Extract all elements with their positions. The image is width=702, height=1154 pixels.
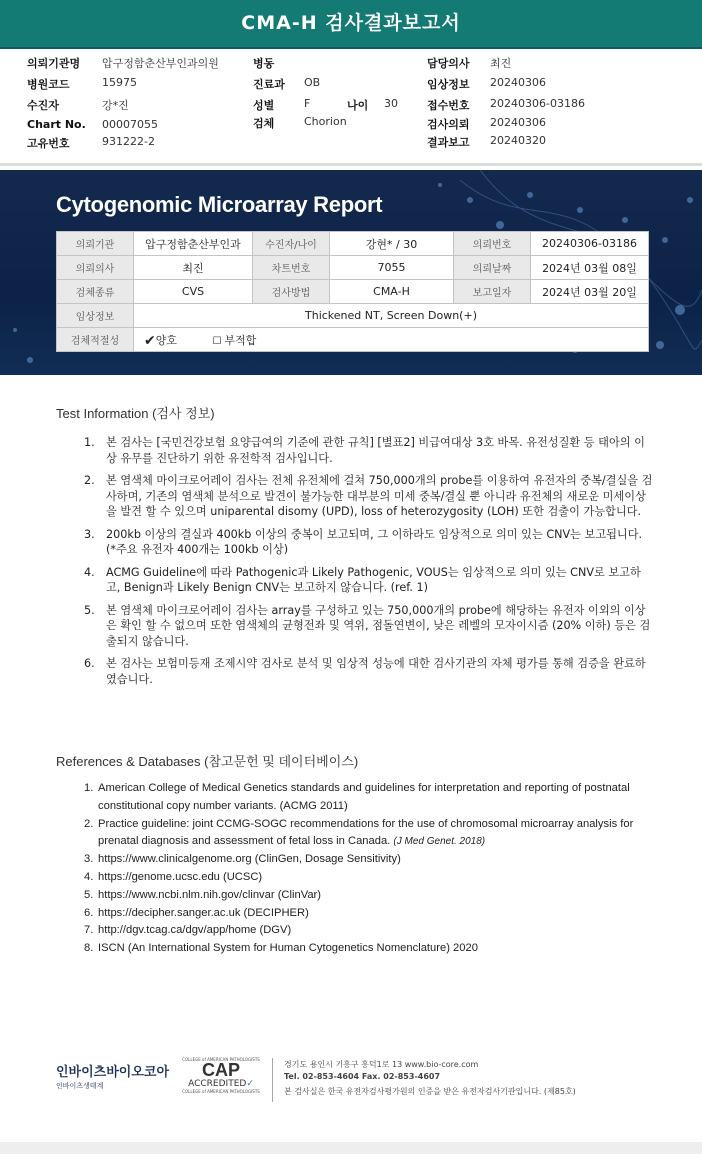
header-value: OB [304,76,321,89]
table-header-cell: 의뢰의사 [57,256,134,280]
test-info-title: Test Information (검사 정보) [56,406,215,421]
header-label: 나이 [347,99,369,112]
list-item: 2. Practice guideline: joint CCMG-SOGC recommendations for the use of chromosomal microarray analysis for prenatal diagnosis and assessment of fetal loss in Canada. (J Med Genet. 2018) [84,817,634,848]
table-cell: 최진 [134,256,253,280]
header-value: 강*진 [102,99,129,112]
list-item: 1. American College of Medical Genetics standards and guidelines for interpretation and reporting of postnatal constitutional copy number variants. (ACMG 2011) [84,782,630,812]
list-item: 7. http://dgv.tcag.ca/dgv/app/home (DGV) [84,924,292,937]
references-title: References & Databases (참고문헌 및 데이터베이스) [56,754,359,769]
table-header-cell: 검체적절성 [57,328,134,352]
header-value: 압구정함춘산부인과의원 [102,57,219,70]
table-row [57,280,649,304]
header-label: 병동 [253,57,275,70]
table-header-cell: 보고일자 [454,280,531,304]
table-row [57,328,649,352]
table-cell: 2024년 03월 20일 [531,280,649,304]
header-label: 고유번호 [27,137,70,150]
header-value: 30 [384,97,398,110]
clinical-info-cell: Thickened NT, Screen Down(+) [134,304,649,328]
header-label: 진료과 [253,78,285,91]
list-item: 5. 본 염색체 마이크로어레이 검사는 array를 구성하고 있는 750,000개의 probe에 해당하는 유전자 이외의 이상은 확인 할 수 없으며 또한 염색체의 균형전좌 및 역위, 점돌연변이, 낮은 레벨의 모자이시즘 (20% 이하) 등은 검출되지 않습니다. [84,603,651,648]
checkmark-icon: ✔ [144,332,156,349]
bad-label: 부적합 [224,333,257,347]
header-label: 접수번호 [427,99,470,112]
header-label: 담당의사 [427,57,470,70]
contact-info [284,1059,576,1098]
table-header-cell: 수진자/나이 [253,232,330,256]
patient-header [0,55,702,157]
table-header-cell: 임상정보 [57,304,134,328]
header-value: 15975 [102,76,137,89]
header-label: 결과보고 [427,136,470,149]
report-title: CMA-H 검사결과보고서 [241,12,461,34]
table-cell: 압구정함춘산부인과 [134,232,253,256]
table-row [57,304,649,328]
list-item: 3. 200kb 이상의 결실과 400kb 이상의 중복이 보고되며, 그 이하라도 임상적으로 의미 있는 CNV는 보고됩니다. (*주요 유전자 400개는 100kb 이상) [84,527,643,556]
table-header-cell: 차트번호 [253,256,330,280]
report-banner [0,170,702,375]
table-cell: CMA-H [330,280,454,304]
header-value: 20240306 [490,116,546,129]
header-value: 20240306-03186 [490,97,585,110]
table-header-cell: 검사방법 [253,280,330,304]
header-value: 20240306 [490,76,546,89]
report-heading: Cytogenomic Microarray Report [56,192,383,217]
table-cell: 2024년 03월 08일 [531,256,649,280]
header-value: Chorion [304,115,347,128]
list-item: 3. https://www.clinicalgenome.org (ClinGen, Dosage Sensitivity) [84,853,401,866]
table-cell: CVS [134,280,253,304]
company-sub: 인바이츠생태계 [56,1082,104,1090]
good-label: 양호 [155,333,177,347]
table-header-cell: 의뢰기관 [57,232,134,256]
table-header-cell: 의뢰날짜 [454,256,531,280]
check-icon: ✓ [246,1079,254,1089]
test-info-list [84,435,654,694]
header-value: 최진 [490,57,512,70]
bottom-strip [0,1142,702,1154]
list-item: 4. ACMG Guideline에 따라 Pathogenic과 Likely Pathogenic, VOUS는 임상적으로 의미 있는 CNV로 보고하고, Benign과 Likely Benign CNV는 보고하지 않습니다. (ref. 1) [84,565,641,594]
list-item: 2. 본 염색체 마이크로어레이 검사는 전체 유전체에 걸쳐 750,000개의 probe를 이용하여 유전자의 중복/결실을 검사하며, 기존의 염색체 분석으로 발견이 불가능한 대부분의 미세 중복/결실 뿐 아니라 유전체의 새로운 미세이상을 발견 할 수 있으며 uniparental disomy (UPD), loss of heterozygosity (LOH) 또한 검출이 가능합니다. [84,474,653,518]
references-list [84,780,674,958]
company-logo [56,1061,169,1091]
list-item: 1. 본 검사는 [국민건강보험 요양급여의 기준에 관한 규칙] [별표2] 비급여대상 3호 바목. 유전성질환 등 태아의 이상 유무를 진단하기 위한 유전학적 검사입니다. [84,436,645,465]
suitability-cell [134,328,649,352]
header-value: 20240320 [490,134,546,147]
report-summary-table [56,231,649,352]
cap-logo: COLLEGE of AMERICAN PATHOLOGISTS CAP ACCREDITED✓ COLLEGE of AMERICAN PATHOLOGISTS [182,1057,260,1094]
list-item: 6. https://decipher.sanger.ac.uk (DECIPHER) [84,906,309,919]
empty-checkbox-icon: ☐ [212,335,222,347]
header-label: 병원코드 [27,78,70,91]
header-label: 임상정보 [427,78,470,91]
certification-note: 본 검사실은 한국 유전자검사평가원의 인증을 받은 유전자검사기관입니다. (제85호) [284,1087,576,1096]
header-value: F [304,97,311,110]
header-label: Chart No. [27,118,86,131]
company-name: 인바이츠바이오코아 [56,1065,170,1080]
address: 경기도 용인시 기흥구 흥덕1로 13 www.bio-core.com [284,1060,479,1069]
list-item: 6. 본 검사는 보험미등재 조제시약 검사로 분석 및 임상적 성능에 대한 검사기관의 자체 평가를 통해 검증을 완료하였습니다. [84,657,646,686]
citation: (J Med Genet. 2018) [393,836,486,848]
header-value: 00007055 [102,118,158,131]
table-cell: 강현* / 30 [330,232,454,256]
header-label: 검사의뢰 [427,118,470,131]
header-label: 의뢰기관명 [27,57,81,70]
table-cell: 7055 [330,256,454,280]
footer-divider [272,1058,273,1102]
header-divider [0,163,702,166]
footer [0,1055,702,1115]
table-cell: 20240306-03186 [531,232,649,256]
report-title-bar [0,0,702,49]
list-item: 5. https://www.ncbi.nlm.nih.gov/clinvar (ClinVar) [84,888,321,901]
header-label: 성별 [253,99,275,112]
phone-fax: Tel. 02-853-4604 Fax. 02-853-4607 [284,1072,441,1081]
table-row [57,232,649,256]
header-label: 수진자 [27,99,59,112]
table-header-cell: 의뢰번호 [454,232,531,256]
list-item: 8. ISCN (An International System for Human Cytogenetics Nomenclature) 2020 [84,942,478,955]
table-header-cell: 검체종류 [57,280,134,304]
header-label: 검체 [253,117,275,130]
table-row [57,256,649,280]
list-item: 4. https://genome.ucsc.edu (UCSC) [84,870,263,883]
header-value: 931222-2 [102,135,155,148]
